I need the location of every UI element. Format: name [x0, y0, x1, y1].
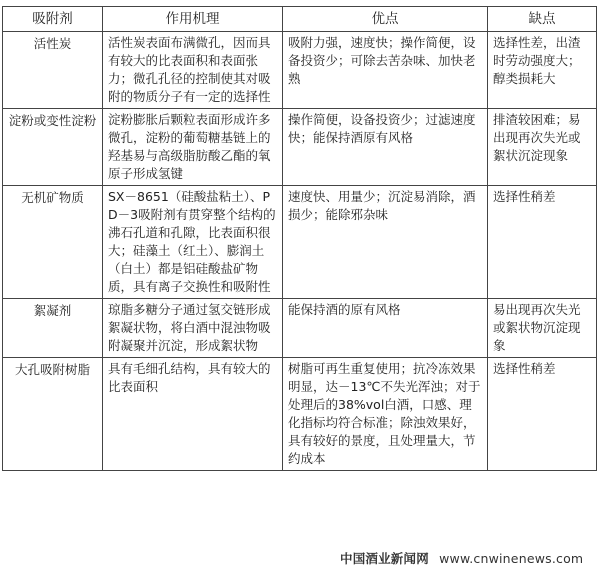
pros-cell: 吸附力强，速度快；操作简便，设备投资少；可除去苦杂味、加快老熟: [283, 32, 488, 109]
mechanism-cell: SX－8651（硅酸盐粘土）、PD－3吸附剂有贯穿整个结构的沸石孔道和孔隙，比表面积很大；硅藻土（红土）、膨润土（白土）都是铝硅酸盐矿物质，具有离子交换性和吸附性: [103, 186, 283, 299]
pros-cell: 操作简便，设备投资少；过滤速度快；能保持酒原有风格: [283, 109, 488, 186]
cons-cell: 选择性稍差: [488, 358, 597, 471]
header-cons: 缺点: [488, 7, 597, 32]
adsorbent-name: 大孔吸附树脂: [3, 358, 103, 471]
site-watermark: [340, 549, 583, 567]
header-adsorbent: 吸附剂: [3, 7, 103, 32]
adsorbent-name: 无机矿物质: [3, 186, 103, 299]
mechanism-cell: 琼脂多糖分子通过氢交链形成絮凝状物，将白酒中混浊物吸附凝聚并沉淀，形成絮状物: [103, 299, 283, 358]
cons-cell: 易出现再次失光或絮状物沉淀现象: [488, 299, 597, 358]
cons-cell: 选择性稍差: [488, 186, 597, 299]
cons-cell: 选择性差，出渣时劳动强度大；醇类损耗大: [488, 32, 597, 109]
adsorbent-name: 絮凝剂: [3, 299, 103, 358]
watermark-site-name: 中国酒业新闻网: [340, 551, 429, 566]
header-pros: 优点: [283, 7, 488, 32]
mechanism-cell: 具有毛细孔结构，具有较大的比表面积: [103, 358, 283, 471]
table-row: [3, 358, 597, 471]
adsorbent-name: 淀粉或变性淀粉: [3, 109, 103, 186]
mechanism-cell: 淀粉膨胀后颗粒表面形成许多微孔，淀粉的葡萄糖基链上的羟基易与高级脂肪酸乙酯的氧原子形成氢键: [103, 109, 283, 186]
pros-cell: 速度快、用量少；沉淀易消除，酒损少；能除邪杂味: [283, 186, 488, 299]
cons-cell: 排渣较困难；易出现再次失光或絮状沉淀现象: [488, 109, 597, 186]
watermark-url: www.cnwinenews.com: [439, 551, 584, 566]
adsorbent-comparison-table: [2, 6, 597, 471]
table-row: [3, 32, 597, 109]
table-header-row: [3, 7, 597, 32]
table-row: [3, 109, 597, 186]
mechanism-cell: 活性炭表面布满微孔，因而具有较大的比表面积和表面张力；微孔孔径的控制使其对吸附的物质分子有一定的选择性: [103, 32, 283, 109]
table-row: [3, 299, 597, 358]
table-row: [3, 186, 597, 299]
adsorbent-name: 活性炭: [3, 32, 103, 109]
header-mechanism: 作用机理: [103, 7, 283, 32]
pros-cell: 树脂可再生重复使用；抗冷冻效果明显，达－13℃不失光浑浊；对于处理后的38%vol白酒，口感、理化指标均符合标准；除浊效果好，具有较好的景度，且处理量大，节约成本: [283, 358, 488, 471]
pros-cell: 能保持酒的原有风格: [283, 299, 488, 358]
